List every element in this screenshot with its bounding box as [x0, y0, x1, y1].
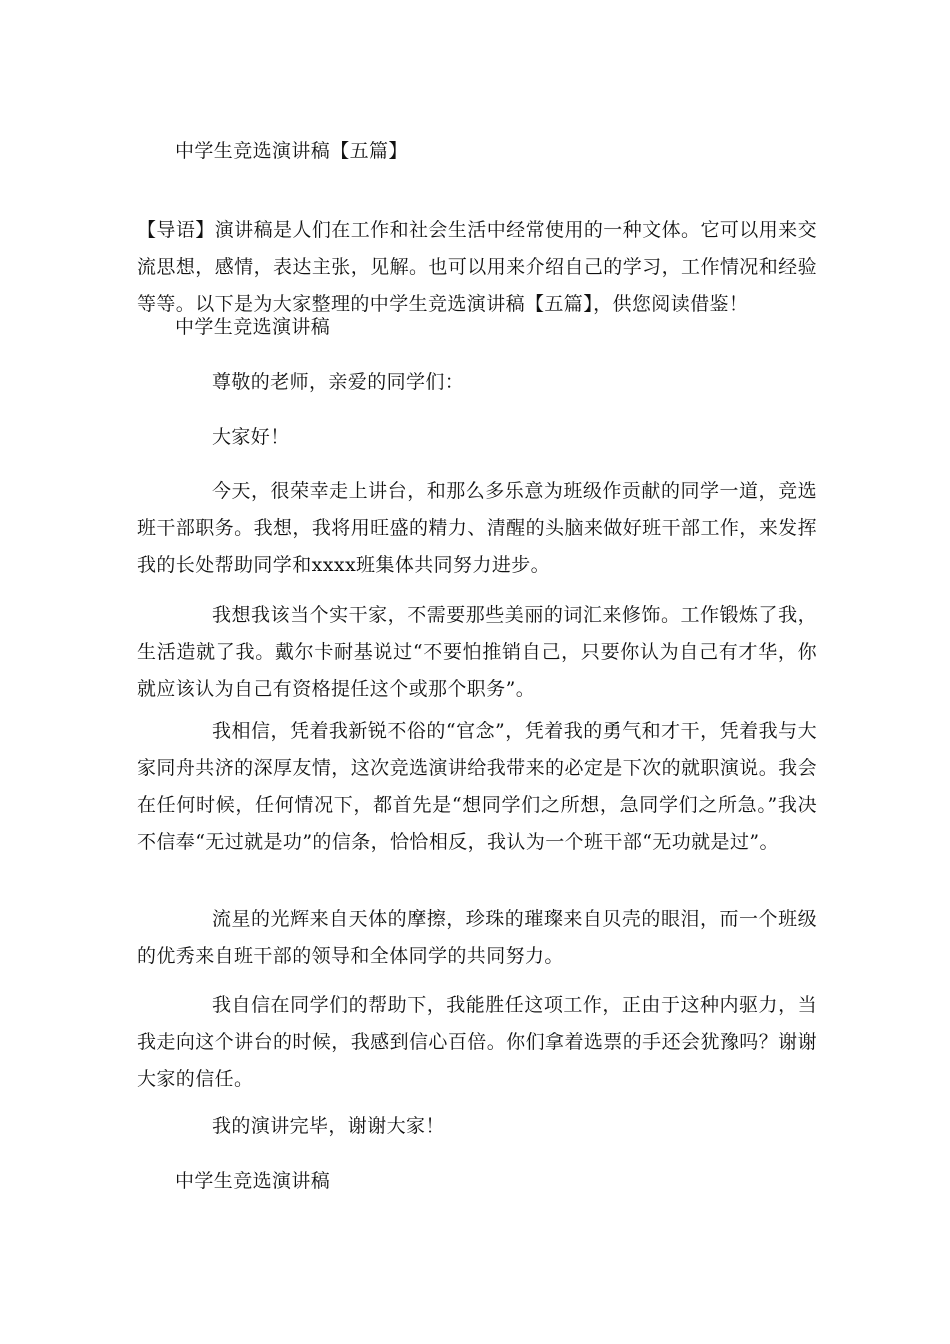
greeting: 大家好！ [212, 426, 290, 448]
body-paragraph-2: 我想我该当个实干家，不需要那些美丽的词汇来修饰。工作锻炼了我，生活造就了我。戴尔卡耐基说过“不要怕推销自己，只要你认为自己有才华，你就应该认为自己有资格提任这个或那个职务”。 [137, 604, 817, 700]
closing-line: 我的演讲完毕，谢谢大家！ [212, 1115, 445, 1137]
body-paragraph-1: 今天，很荣幸走上讲台，和那么多乐意为班级作贡献的同学一道，竞选班干部职务。我想，我将用旺盛的精力、清醒的头脑来做好班干部工作，来发挥我的长处帮助同学和xxxx班集体共同努力进步。 [137, 480, 817, 576]
document-title: 中学生竞选演讲稿【五篇】 [175, 140, 408, 162]
body-paragraph-3: 我相信，凭着我新锐不俗的“官念”，凭着我的勇气和才干，凭着我与大家同舟共济的深厚友情，这次竞选演讲给我带来的必定是下次的就职演说。我会在任何时候，任何情况下，都首先是“想同学们之所想，急同学们之所急。”我决不信奉“无过就是功”的信条，恰恰相反，我认为一个班干部“无功就是过”。 [137, 720, 817, 853]
intro-paragraph: 【导语】演讲稿是人们在工作和社会生活中经常使用的一种文体。它可以用来交流思想，感情，表达主张，见解。也可以用来介绍自己的学习，工作情况和经验等等。以下是为大家整理的中学生竞选演讲稿【五篇】，供您阅读借鉴！ [137, 219, 817, 315]
body-paragraph-4: 流星的光辉来自天体的摩擦，珍珠的璀璨来自贝壳的眼泪，而一个班级的优秀来自班干部的领导和全体同学的共同努力。 [137, 908, 817, 967]
section-heading-1: 中学生竞选演讲稿 [175, 316, 331, 338]
salutation: 尊敬的老师，亲爱的同学们： [212, 371, 465, 393]
body-paragraph-5: 我自信在同学们的帮助下，我能胜任这项工作，正由于这种内驱力，当我走向这个讲台的时候，我感到信心百倍。你们拿着选票的手还会犹豫吗？谢谢大家的信任。 [137, 994, 817, 1090]
section-heading-2: 中学生竞选演讲稿 [175, 1170, 331, 1192]
